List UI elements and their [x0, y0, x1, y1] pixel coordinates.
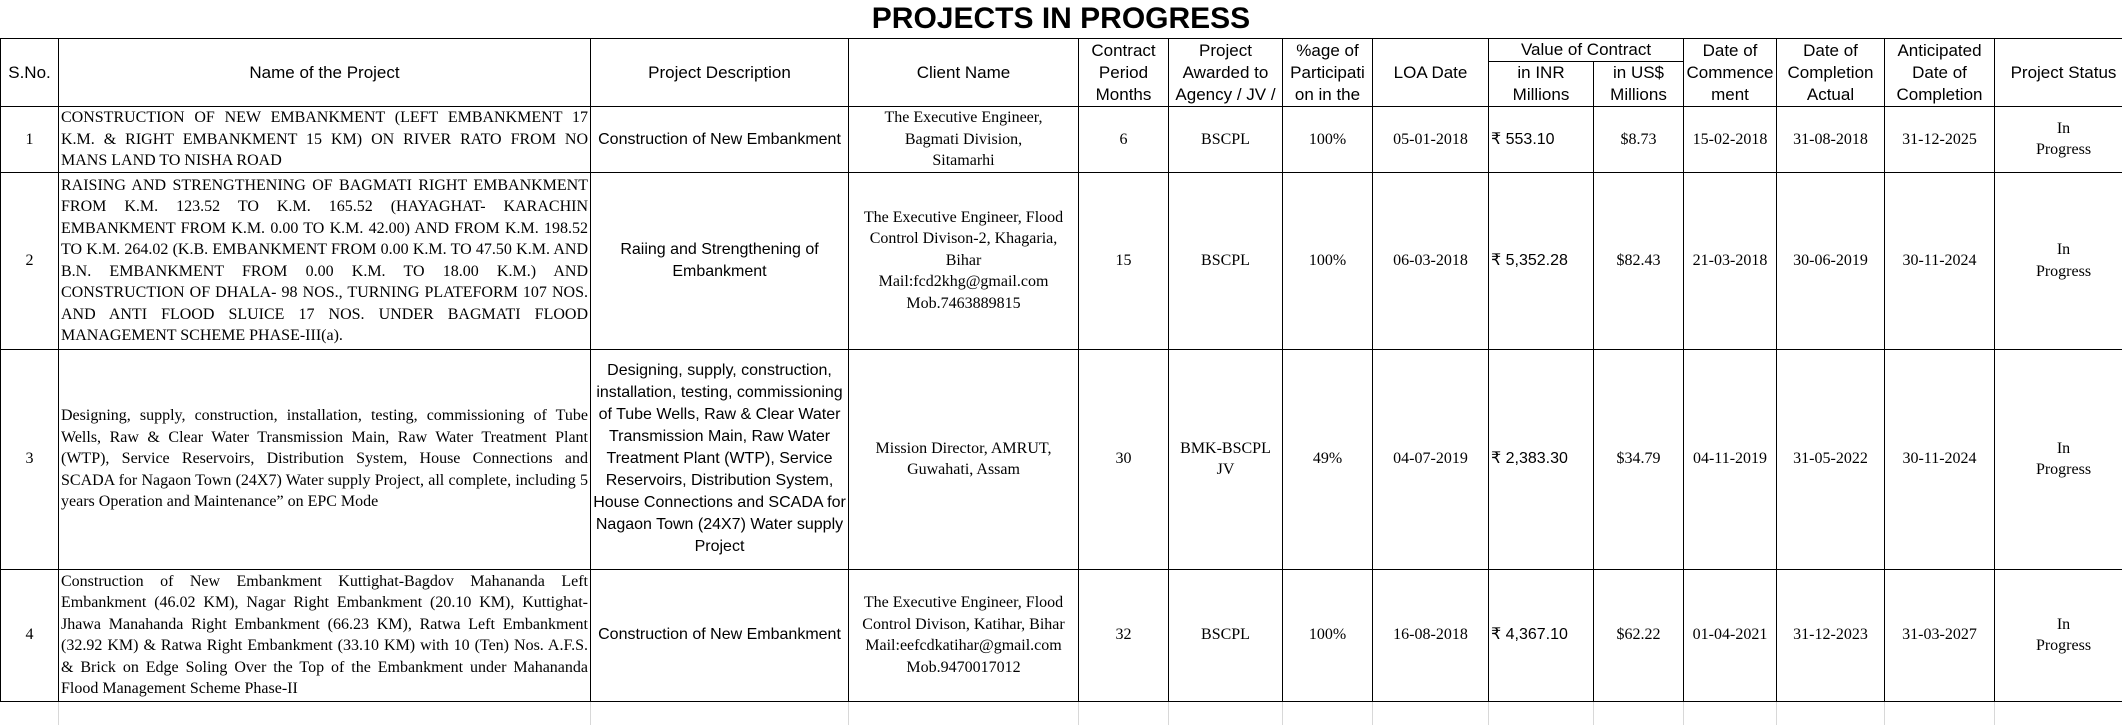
cell-project-description: Construction of New Embankment	[591, 107, 849, 173]
cell-value-usd: $82.43	[1594, 172, 1684, 349]
cell-contract-period: 32	[1079, 569, 1169, 701]
cell-project-name: CONSTRUCTION OF NEW EMBANKMENT (LEFT EMBANKMENT 17 K.M. & RIGHT EMBANKMENT 15 KM) ON RIVER RATO FROM NO MANS LAND TO NISHA ROAD	[59, 107, 591, 173]
cell-project-status	[1995, 569, 2122, 701]
cell-participation: 100%	[1283, 107, 1373, 173]
cell-contract-period: 6	[1079, 107, 1169, 173]
cell-loa-date: 05-01-2018	[1373, 107, 1489, 173]
cell-sno: 4	[1, 569, 59, 701]
cell-sno: 2	[1, 172, 59, 349]
cell-loa-date: 04-07-2019	[1373, 349, 1489, 569]
client-line: Mail:fcd2khg@gmail.com	[878, 273, 1049, 291]
projects-table	[0, 38, 2122, 702]
client-line: Mob.9470017012	[906, 658, 1021, 676]
status-line: In	[2056, 615, 2071, 633]
client-line: The Executive Engineer,	[884, 109, 1043, 126]
client-line: The Executive Engineer, Flood	[863, 208, 1064, 226]
cell-value-usd: $34.79	[1594, 349, 1684, 569]
cell-contract-period: 30	[1079, 349, 1169, 569]
header-sno: S.No.	[1, 39, 59, 107]
cell-sno: 3	[1, 349, 59, 569]
cell-anticipated-completion: 31-12-2025	[1885, 107, 1995, 173]
page-title: PROJECTS IN PROGRESS	[871, 2, 1251, 35]
client-line: Mob.7463889815	[906, 294, 1021, 312]
cell-anticipated-completion: 30-11-2024	[1885, 172, 1995, 349]
cell-project-name: Construction of New Embankment Kuttighat-Bagdov Mahananda Left Embankment (46.02 KM), Nagar Right Embankment (20.10 KM), Kuttighat-Jhawa Manahanda Right Embankment (66.23 KM), Ratwa Left Embankment (32.92 KM) & Ratwa Right Embankment (33.10 KM) with 10 (Ten) Nos. A.F.S. & Brick on Edge Soling Over the Top of the Embankment under Mahananda Flood Management Scheme Phase-II	[59, 569, 591, 701]
cell-project-name: RAISING AND STRENGTHENING OF BAGMATI RIGHT EMBANKMENT FROM K.M. 123.52 TO K.M. 165.52 (HAYAGHAT- KARACHIN EMBANKMENT FROM K.M. 0.00 TO K.M. 42.00) AND FROM K.M. 198.52 TO K.M. 264.02 (K.B. EMBANKMENT FROM 0.00 K.M. TO 47.50 K.M. AND B.N. EMBANKMENT FROM 0.00 K.M. TO 18.00 K.M.) AND CONSTRUCTION OF DHALA- 98 NOS., TURNING PLATEFORM 107 NOS. AND ANTI FLOOD SLUICE 17 NOS. UNDER BAGMATI FLOOD MANAGEMENT SCHEME PHASE-III(a).	[59, 172, 591, 349]
client-line: Bihar	[945, 251, 982, 269]
cell-project-description: Raiing and Strengthening of Embankment	[591, 172, 849, 349]
cell-project-description: Designing, supply, construction, installation, testing, commissioning of Tube Wells, Raw & Clear Water Transmission Main, Raw Water Treatment Plant (WTP), Service Reservoirs, Distribution System, House Connections and SCADA for Nagaon Town (24X7) Water supply Project	[591, 349, 849, 569]
cell-value-inr: ₹ 4,367.10	[1489, 569, 1594, 701]
client-line: Control Divison, Katihar, Bihar	[862, 615, 1065, 633]
header-value-of-contract: Value of Contract	[1489, 39, 1684, 62]
cell-value-inr: ₹ 553.10	[1489, 107, 1594, 173]
client-line: The Executive Engineer, Flood	[863, 594, 1064, 611]
header-project-name: Name of the Project	[59, 39, 591, 107]
cell-client-name	[849, 107, 1079, 173]
cell-sno: 1	[1, 107, 59, 173]
cell-project-status	[1995, 349, 2122, 569]
cell-value-usd: $8.73	[1594, 107, 1684, 173]
cell-value-inr: ₹ 5,352.28	[1489, 172, 1594, 349]
status-line: Progress	[2035, 262, 2092, 280]
cell-loa-date: 16-08-2018	[1373, 569, 1489, 701]
cell-project-status	[1995, 172, 2122, 349]
cell-anticipated-completion: 30-11-2024	[1885, 349, 1995, 569]
client-line: Sitamarhi	[932, 152, 995, 169]
cell-client-name	[849, 569, 1079, 701]
table-row	[1, 349, 2122, 569]
cell-awarded-agency: BSCPL	[1169, 569, 1283, 701]
cell-anticipated-completion: 31-03-2027	[1885, 569, 1995, 701]
status-line: Progress	[2035, 637, 2092, 654]
cell-value-usd: $62.22	[1594, 569, 1684, 701]
header-value-inr: in INR Millions	[1489, 62, 1594, 107]
cell-awarded-agency: BSCPL	[1169, 107, 1283, 173]
cell-loa-date: 06-03-2018	[1373, 172, 1489, 349]
cell-participation: 100%	[1283, 569, 1373, 701]
cell-completion-actual: 31-05-2022	[1777, 349, 1885, 569]
header-project-status: Project Status	[1995, 39, 2122, 107]
client-line: Mission Director, AMRUT,	[875, 439, 1052, 457]
cell-commencement-date: 15-02-2018	[1684, 107, 1777, 173]
status-line: Progress	[2035, 141, 2092, 159]
empty-grid-row	[0, 702, 2122, 725]
header-participation: %age of Participati on in the	[1283, 39, 1373, 107]
header-value-usd: in US$ Millions	[1594, 62, 1684, 107]
cell-completion-actual: 30-06-2019	[1777, 172, 1885, 349]
header-client-name: Client Name	[849, 39, 1079, 107]
cell-participation: 49%	[1283, 349, 1373, 569]
client-line: Control Divison-2, Khagaria,	[869, 230, 1058, 248]
cell-project-description: Construction of New Embankment	[591, 569, 849, 701]
cell-client-name	[849, 349, 1079, 569]
header-contract-period: Contract Period Months	[1079, 39, 1169, 107]
status-line: In	[2056, 119, 2071, 137]
header-date-of-commencement: Date of Commence ment	[1684, 39, 1777, 107]
cell-project-name: Designing, supply, construction, installation, testing, commissioning of Tube Wells, Raw & Clear Water Transmission Main, Raw Water Treatment Plant (WTP), Service Reservoirs, Distribution System, House Connections and SCADA for Nagaon Town (24X7) Water supply Project, all complete, including 5 years Operation and Maintenance” on EPC Mode	[59, 349, 591, 569]
cell-awarded-agency: BMK-BSCPL JV	[1169, 349, 1283, 569]
header-project-description: Project Description	[591, 39, 849, 107]
cell-commencement-date: 04-11-2019	[1684, 349, 1777, 569]
cell-commencement-date: 21-03-2018	[1684, 172, 1777, 349]
cell-completion-actual: 31-12-2023	[1777, 569, 1885, 701]
client-line: Guwahati, Assam	[907, 461, 1020, 478]
cell-awarded-agency: BSCPL	[1169, 172, 1283, 349]
cell-project-status	[1995, 107, 2122, 173]
status-line: Progress	[2035, 461, 2092, 478]
header-awarded-agency: Project Awarded to Agency / JV /	[1169, 39, 1283, 107]
cell-value-inr: ₹ 2,383.30	[1489, 349, 1594, 569]
cell-contract-period: 15	[1079, 172, 1169, 349]
cell-participation: 100%	[1283, 172, 1373, 349]
cell-commencement-date: 01-04-2021	[1684, 569, 1777, 701]
client-line: Mail:eefcdkatihar@gmail.com	[865, 637, 1062, 654]
client-line: Bagmati Division,	[904, 130, 1023, 148]
header-completion-actual: Date of Completion Actual	[1777, 39, 1885, 107]
status-line: In	[2056, 439, 2071, 457]
cell-client-name	[849, 172, 1079, 349]
table-row	[1, 569, 2122, 701]
status-line: In	[2056, 241, 2071, 258]
table-row	[1, 107, 2122, 173]
cell-completion-actual: 31-08-2018	[1777, 107, 1885, 173]
table-row	[1, 172, 2122, 349]
header-loa-date: LOA Date	[1373, 39, 1489, 107]
header-anticipated-completion: Anticipated Date of Completion	[1885, 39, 1995, 107]
